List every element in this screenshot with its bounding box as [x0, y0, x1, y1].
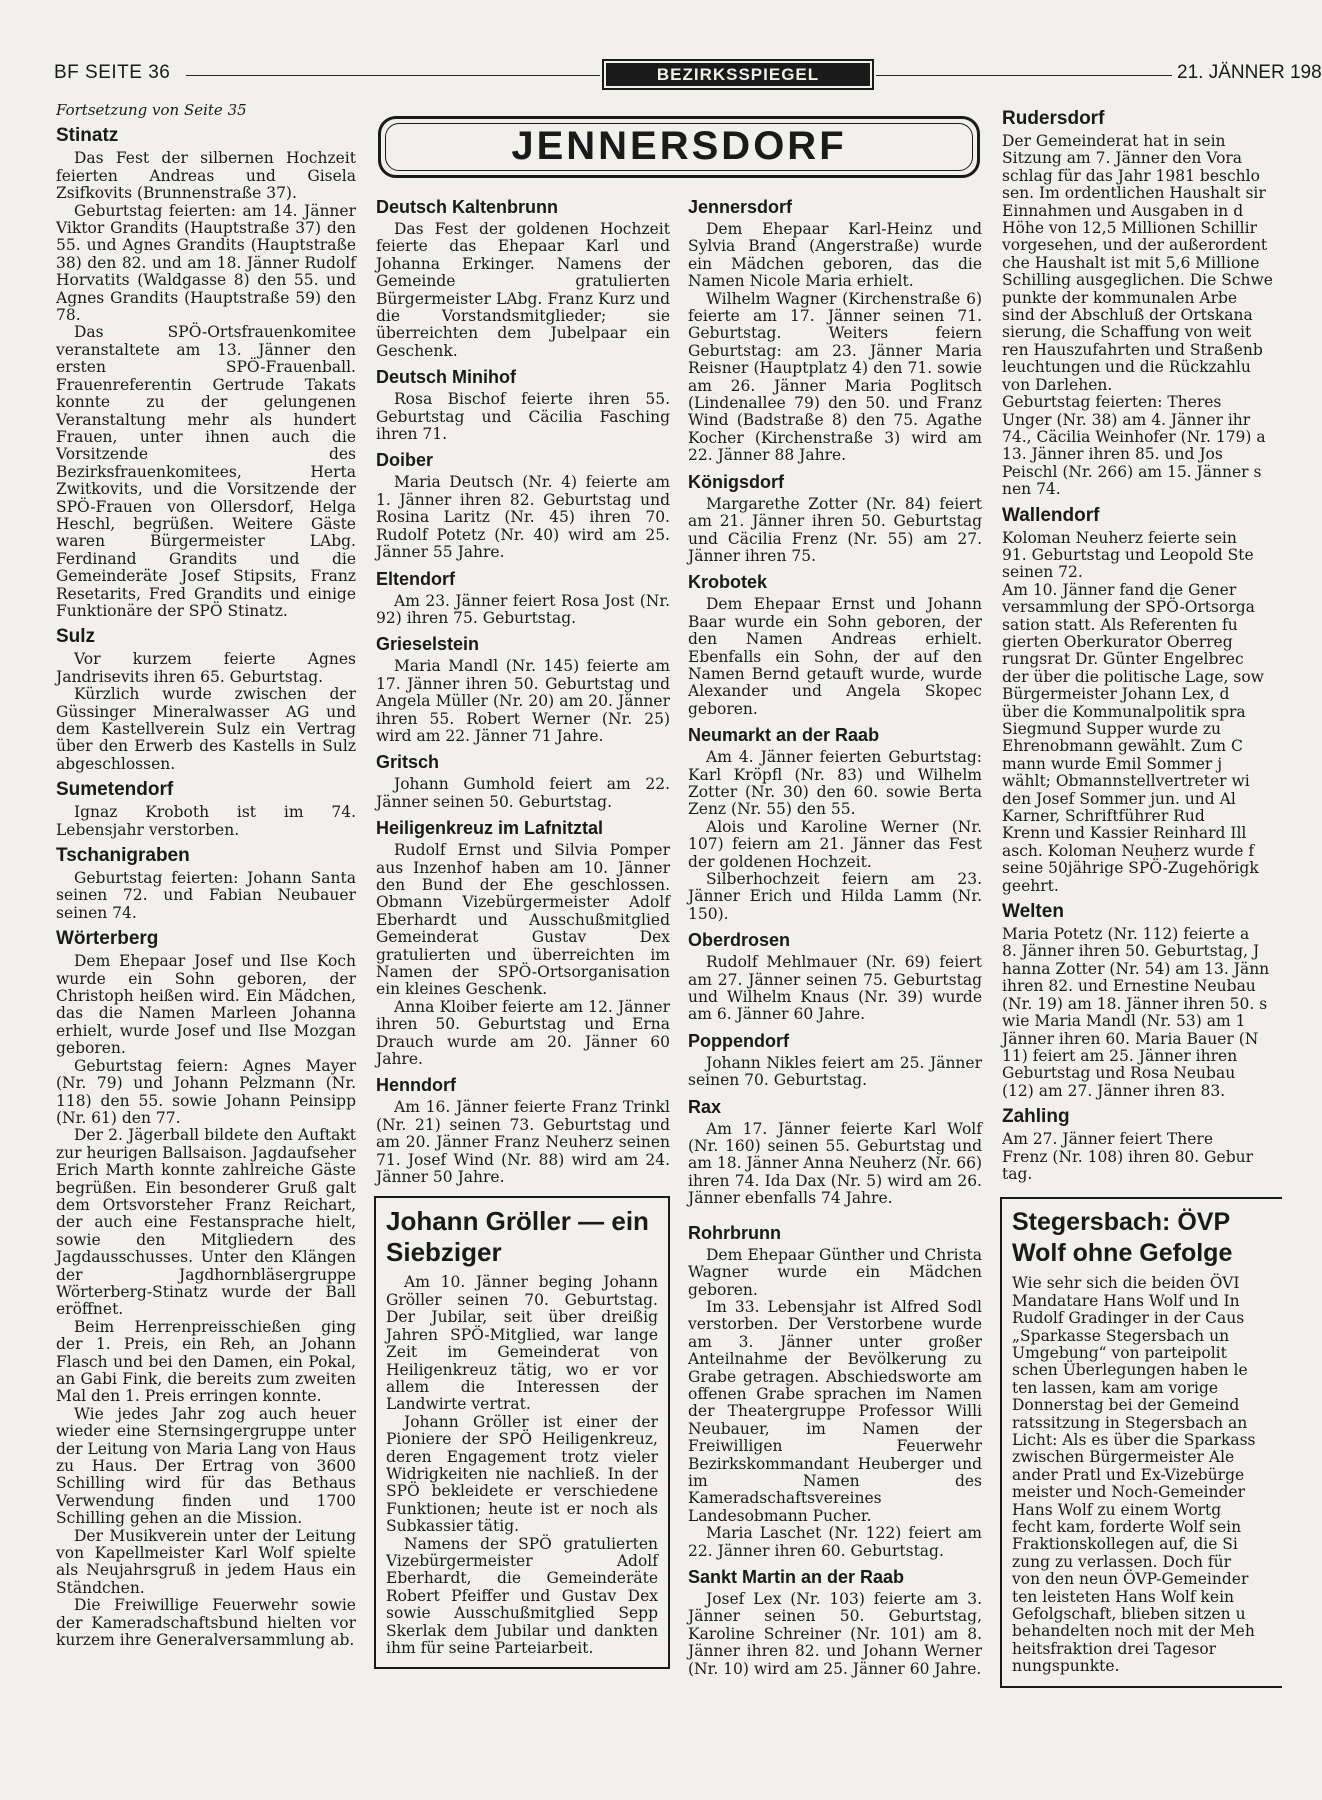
text-line: Sitzung am 7. Jänner den Vora [1002, 149, 1243, 168]
article-heading: Zahling [1002, 1106, 1070, 1128]
boxed-article-title: Johann Gröller — ein Siebziger [386, 1206, 649, 1268]
article-paragraph: Anna Kloiber feierte am 12. Jänner ihren 50. Geburtstag und Erna Drauch wurde am 20. Jänner 60 Jahre. [376, 997, 670, 1069]
text-line: Maria Potetz (Nr. 112) feierte a [1002, 925, 1250, 944]
article-paragraph: Maria Mandl (Nr. 145) feierte am 17. Jänner ihren 50. Geburtstag und Angela Müller (Nr. 20) am 20. Jänner ihren 55. Robert Werner (Nr. 25) wird am 22. Jänner 71 Jahre. [376, 657, 670, 745]
article-paragraph: Der 2. Jägerball bildete den Auftakt zur heurigen Ballsaison. Jagdaufseher Erich Marth konnte zahlreiche Gäste begrüßen. Ein besonderer Gruß galt dem Ortsvorsteher Franz Reichart, der auch eine Festansprache hielt, sowie den Mitgliedern des Jagdausschusses. Unter den Klängen der Jagdhornbläsergruppe Wörterberg-Stinatz wurde der Ball eröffnet. [56, 1126, 356, 1319]
article-paragraph: Johann Gumhold feiert am 22. Jänner seinen 50. Geburtstag. [376, 775, 670, 811]
article-rax [688, 1096, 982, 1208]
article-wallendorf [1002, 505, 1282, 896]
article-paragraph: Alois und Karoline Werner (Nr. 107) feiern am 21. Jänner das Fest der goldenen Hochzeit. [688, 817, 982, 871]
column-4 [1002, 102, 1282, 1692]
article-paragraph: Beim Herrenpreisschießen ging der 1. Preis, ein Reh, an Johann Flasch und bei den Damen, ein Pokal, an Gabi Fink, die bereits zum zweiten Mal den 1. Preis erringen konnte. [56, 1317, 356, 1406]
article-oberdrosen [688, 929, 982, 1024]
district-banner-title: JENNERSDORF [385, 123, 973, 171]
article-heading: Deutsch Minihof [376, 367, 516, 388]
article-paragraph: Maria Deutsch (Nr. 4) feierte am 1. Jänner ihren 82. Geburtstag und Rosina Laritz (Nr. 45) ihren 70. Rudolf Potetz (Nr. 40) wird am 25. Jänner 55 Jahre. [376, 473, 670, 562]
article-heading: Rohrbrunn [688, 1222, 781, 1243]
text-line: Umgebung“ von parteipolit [1012, 1343, 1227, 1362]
text-line: Mandatare Hans Wolf und In [1012, 1291, 1240, 1310]
article-paragraph: Dem Ehepaar Karl-Heinz und Sylvia Brand (Angerstraße) wurde ein Mädchen geboren, das die Namen Nicole Maria erhielt. [688, 220, 982, 291]
article-koenigsdorf [688, 471, 982, 566]
article-lines [1002, 1131, 1282, 1183]
text-line: meister und Noch-Gemeinder [1012, 1483, 1245, 1502]
article-heading: Jennersdorf [688, 197, 793, 217]
article-paragraph: Am 10. Jänner beging Johann Gröller seinen 70. Geburtstag. Der Jubilar, seit über dreißig Jahren SPÖ-Mitglied, war lange Zeit im Gemeinderat von Heiligenkreuz tätig, wo er vor allem die Interessen der Landwirte vertrat. [386, 1273, 658, 1414]
article-sumetendorf [56, 779, 356, 839]
text-line: Jänner ihren 60. Maria Bauer (N [1002, 1029, 1259, 1048]
text-line: der über die politische Lage, sow [1002, 667, 1264, 686]
text-line: behandelten noch mit der Meh [1012, 1622, 1255, 1641]
article-paragraph: Rudolf Ernst und Silvia Pomper aus Inzenhof haben am 10. Jänner den Bund der Ehe geschlossen. Obmann Vizebürgermeister Adolf Eberhardt und Ausschußmitglied Gemeinderat Gustav Dex gratulierten und überreichten im Namen der SPÖ-Ortsorganisation ein kleines Geschenk. [376, 841, 670, 999]
article-heading: Sankt Martin an der Raab [688, 1567, 905, 1587]
article-krobotek [688, 571, 982, 718]
text-line: Geburtstag und Rosa Neubau [1002, 1064, 1236, 1083]
article-paragraph: Johann Nikles feiert am 25. Jänner seinen 70. Geburtstag. [688, 1053, 982, 1090]
text-line: Unger (Nr. 38) am 4. Jänner ihr [1002, 410, 1251, 429]
text-line: Peischl (Nr. 266) am 15. Jänner s [1002, 462, 1262, 481]
text-line: Hans Wolf zu einem Wortg [1012, 1500, 1222, 1519]
text-line: asch. Koloman Neuherz wurde f [1002, 841, 1255, 860]
article-paragraph: Dem Ehepaar Günther und Christa Wagner wurde ein Mädchen geboren. [688, 1245, 982, 1299]
text-line: heitsfraktion drei Tagesor [1012, 1639, 1217, 1658]
article-paragraph: Die Freiwillige Feuerwehr sowie der Kameradschaftsbund hielten vor kurzem ihre Generalversammlung ab. [56, 1596, 356, 1650]
text-line: Am 27. Jänner feiert There [1002, 1130, 1214, 1149]
text-line: nen 74. [1002, 480, 1061, 499]
boxed-article-groeller [374, 1196, 670, 1669]
article-paragraph: Rosa Bischof feierte ihren 55. Geburtstag und Cäcilia Fasching ihren 71. [376, 390, 670, 444]
text-line: che Haushalt ist mit 5,6 Millione [1002, 253, 1260, 272]
article-paragraph: Namens der SPÖ gratulierten Vizebürgermeister Adolf Eberhardt, die Gemeinderäte Robert Pfeiffer und Gustav Dex sowie Ausschußmitglied Sepp Skerlak dem Jubilar und dankten ihm für seine Parteiarbeit. [386, 1534, 658, 1657]
article-paragraph: Wie jedes Jahr zog auch heuer wieder eine Sternsingergruppe unter der Leitung von Maria Lang von Haus zu Haus. Der Ertrag von 3600 Schilling wird für das Bethaus Verwendung finden und 1700 Schilling gehen an die Mission. [56, 1404, 356, 1528]
text-line: Höhe von 12,5 Millionen Schillir [1002, 219, 1257, 238]
section-title-box: BEZIRKSSPIEGEL [602, 59, 874, 90]
text-line: wie Maria Mandl (Nr. 53) am 1 [1002, 1012, 1246, 1031]
article-paragraph: Am 23. Jänner feiert Rosa Jost (Nr. 92) ihren 75. Geburtstag. [376, 591, 670, 627]
text-line: Karner, Schriftführer Rud [1002, 807, 1205, 826]
header-rule-left [186, 75, 600, 76]
article-paragraph: Silberhochzeit feiern am 23. Jänner Erich und Hilda Lamm (Nr. 150). [688, 870, 982, 923]
header-rule-right [876, 75, 1172, 76]
text-line: hanna Zotter (Nr. 54) am 13. Jänn [1002, 959, 1270, 978]
article-paragraph: Das Fest der silbernen Hochzeit feierten Andreas und Gisela Zsifkovits (Brunnenstraße 37). [56, 149, 356, 203]
text-line: sen. Im ordentlichen Haushalt sir [1002, 184, 1266, 203]
article-heading: Rax [688, 1096, 722, 1117]
article-neumarkt [688, 724, 982, 923]
article-paragraph: Maria Laschet (Nr. 122) feiert am 22. Jänner ihren 60. Geburtstag. [688, 1524, 982, 1560]
text-line: ratssitzung in Stegersbach an [1012, 1413, 1248, 1432]
article-sulz [56, 626, 356, 773]
text-line: von Darlehen. [1002, 375, 1113, 394]
text-line: gierten Oberkurator Oberreg [1002, 632, 1233, 651]
article-heading: Poppendorf [688, 1030, 789, 1051]
article-heading: Welten [1002, 901, 1064, 923]
article-lines [1012, 1275, 1282, 1675]
text-line: sind der Abschluß der Ortskana [1002, 306, 1253, 325]
article-heading: Doiber [376, 450, 434, 471]
text-line: Koloman Neuherz feierte sein [1002, 528, 1237, 547]
column-2 [376, 190, 670, 1673]
text-line: fecht kam, forderte Wolf sein [1012, 1518, 1242, 1537]
text-line: mann wurde Emil Sommer j [1002, 754, 1223, 773]
text-line: 74., Cäcilia Weinhofer (Nr. 179) a [1002, 427, 1266, 446]
text-line: von den neun ÖVP-Gemeinder [1012, 1570, 1249, 1589]
text-line: sation statt. Als Referenten fu [1002, 615, 1238, 634]
article-heading: Sumetendorf [56, 779, 174, 801]
text-line: seinen 72. [1002, 563, 1083, 582]
text-line: Einnahmen und Ausgaben in d [1002, 201, 1244, 220]
article-paragraph: Am 16. Jänner feierte Franz Trinkl (Nr. 21) seinen 73. Geburtstag und am 20. Jänner Franz Neuherz seinen 71. Josef Wind (Nr. 88) wird am 24. Jänner 50 Jahre. [376, 1098, 670, 1187]
continuation-note: Fortsetzung von Seite 35 [56, 101, 247, 119]
page-number: BF SEITE 36 [54, 62, 171, 83]
article-heading: Königsdorf [688, 471, 784, 492]
text-line: Fraktionskollegen auf, die Si [1012, 1535, 1238, 1554]
article-paragraph: Der Musikverein unter der Leitung von Kapellmeister Karl Wolf spielte als Neujahrsgruß in jedem Haus ein Ständchen. [56, 1526, 356, 1597]
article-heading: Sulz [56, 626, 96, 648]
article-paragraph: Geburtstag feiern: Agnes Mayer (Nr. 79) und Johann Pelzmann (Nr. 118) den 55. sowie Johann Peinsipp (Nr. 61) den 77. [56, 1056, 356, 1127]
text-line: wählt; Obmannstellvertreter wi [1002, 772, 1250, 791]
text-line: Ehrenobmann gewählt. Zum C [1002, 737, 1243, 756]
text-line: Schilling ausgeglichen. Die Schwe [1002, 271, 1273, 290]
text-line: den Josef Sommer jun. und Al [1002, 789, 1236, 808]
text-line: ten lassen, kam am vorige [1012, 1378, 1219, 1397]
article-heading: Stinatz [56, 125, 119, 147]
article-welten [1002, 901, 1282, 1100]
article-grieselstein [376, 633, 670, 745]
article-jennersdorf [688, 196, 982, 465]
text-line: Geburtstag feierten: Theres [1002, 393, 1222, 412]
text-line: Der Gemeinderat hat in sein [1002, 132, 1226, 150]
article-paragraph: Geburtstag feierten: Johann Santa seinen 72. und Fabian Neubauer seinen 74. [56, 869, 356, 922]
article-paragraph: Kürzlich wurde zwischen der Güssinger Mineralwasser AG und dem Kastellverein Sulz ein Vertrag über den Erwerb des Kastells in Sulz abgeschlossen. [56, 685, 356, 773]
article-rohrbrunn [688, 1222, 982, 1560]
text-line: versammlung der SPÖ-Ortsorga [1002, 598, 1255, 617]
article-heading: Henndorf [376, 1075, 456, 1096]
article-heading: Grieselstein [376, 634, 480, 655]
text-line: sierung, die Schaffung von weit [1002, 323, 1252, 342]
article-paragraph: Wilhelm Wagner (Kirchenstraße 6) feierte am 17. Jänner seinen 71. Geburtstag. Weiters feiern Geburtstag: am 23. Jänner Maria Reisner (Hauptplatz 4) den 71. sowie am 26. Jänner Maria Poglitsch (Lindenallee 79) den 50. und Franz Wind (Badstraße 8) den 75. Agathe Kocher (Kirchenstraße 3) wird am 22. Jänner 88 Jahre. [688, 289, 982, 465]
text-line: Siegmund Supper wurde zu [1002, 720, 1221, 738]
article-heading: Rudersdorf [1002, 108, 1105, 129]
article-paragraph: Ignaz Kroboth ist im 74. Lebensjahr verstorben. [56, 803, 356, 839]
article-paragraph: Johann Gröller ist einer der Pioniere der SPÖ Heiligenkreuz, deren Engagement trotz vieler Widrigkeiten nie nachließ. In der SPÖ bekleidete er verschiedene Funktionen; heute ist er noch als Subkassier tätig. [386, 1412, 658, 1536]
text-line: leuchtungen und die Rückzahlu [1002, 358, 1251, 377]
text-line: zung zu verlassen. Doch für [1012, 1552, 1231, 1571]
text-line: (Nr. 19) am 18. Jänner ihren 50. s [1002, 994, 1268, 1013]
text-line: zwischen Bürgermeister Ale [1012, 1448, 1235, 1467]
text-line: Licht: Als es über die Sparkass [1012, 1431, 1256, 1449]
article-zahling [1002, 1106, 1282, 1183]
article-paragraph: Am 4. Jänner feierten Geburtstag: Karl Kröpfl (Nr. 83) und Wilhelm Zotter (Nr. 30) den 60. sowie Berta Zenz (Nr. 55) den 55. [688, 748, 982, 819]
boxed-article-title-line: Stegersbach: ÖVP [1012, 1208, 1231, 1237]
article-paragraph: Geburtstag feierten: am 14. Jänner Viktor Grandits (Hauptstraße 37) den 55. und Agnes Grandits (Hauptstraße 38) den 82. und am 18. Jänner Rudolf Horvatits (Waldgasse 8) den 55. und Agnes Grandits (Hauptstraße 59) den 78. [56, 201, 356, 325]
article-heading: Heiligenkreuz im Lafnitztal [376, 818, 604, 839]
article-lines [1002, 926, 1282, 1100]
text-line: punkte der kommunalen Arbe [1002, 288, 1238, 307]
article-tschanigraben [56, 845, 356, 922]
article-paragraph: Vor kurzem feierte Agnes Jandrisevits ihren 65. Geburtstag. [56, 650, 356, 686]
text-line: über die Kommunalpolitik spra [1002, 702, 1246, 721]
text-line: Am 10. Jänner fand die Gener [1002, 580, 1237, 599]
text-line: Rudolf Gradinger in der Caus [1012, 1309, 1245, 1328]
article-heading: Gritsch [376, 752, 440, 773]
text-line: Donnerstag bei der Gemeind [1012, 1396, 1240, 1415]
text-line: 8. Jänner ihren 50. Geburtstag, J [1002, 942, 1260, 961]
boxed-article-stegersbach [1000, 1197, 1282, 1687]
article-paragraph: Im 33. Lebensjahr ist Alfred Sodl verstorben. Der Verstorbene wurde am 3. Jänner unter großer Anteilnahme der Bevölkerung zu Grabe getragen. Abschiedsworte am offenen Grabe sprachen im Namen der Theatergruppe Professor Willi Neubauer, im Namen der Freiwilligen Feuerwehr Bezirkskommandant Heuberger und im Namen des Kameradschaftsvereines Landesobmann Pucher. [688, 1297, 982, 1525]
article-paragraph: Rudolf Mehlmauer (Nr. 69) feiert am 27. Jänner seinen 75. Geburtstag und Wilhelm Knaus (Nr. 39) wurde am 6. Jänner 60 Jahre. [688, 953, 982, 1024]
article-poppendorf [688, 1030, 982, 1090]
issue-date: 21. JÄNNER 198 [1177, 62, 1322, 83]
article-heiligenkreuz [376, 817, 670, 1068]
text-line: vorgesehen, und der außerordent [1002, 236, 1268, 255]
article-heading: Wallendorf [1002, 504, 1100, 526]
article-heading: Oberdrosen [688, 930, 791, 951]
article-rudersdorf [1002, 108, 1282, 499]
text-line: ihren 82. und Ernestine Neubau [1002, 977, 1256, 996]
article-paragraph: Das SPÖ-Ortsfrauenkomitee veranstaltete am 13. Jänner den ersten SPÖ-Frauenball. Frauenreferentin Gertrude Takats konnte zu der gelungenen Veranstaltung mehr als hundert Frauen, unter ihnen auch die Vorsitzende des Bezirksfrauenkomitees, Herta Zwitkovits, und die Vorsitzende der SPÖ-Frauen von Ollersdorf, Helga Heschl, begrüßen. Weitere Gäste waren Bürgermeister LAbg. Ferdinand Grandits und die Gemeinderäte Josef Stipsits, Franz Resetarits, Fred Grandits und einige Funktionäre der SPÖ Stinatz. [56, 323, 356, 620]
article-lines [1002, 530, 1282, 896]
text-line: seine 50jährige SPÖ-Zugehörigk [1002, 859, 1259, 878]
text-line: Gefolgschaft, blieben sitzen u [1012, 1605, 1246, 1624]
article-stinatz [56, 125, 356, 620]
text-line: schen Überlegungen haben le [1012, 1361, 1248, 1380]
article-lines [1002, 133, 1282, 499]
text-line: geehrt. [1002, 876, 1059, 895]
boxed-article-title [1012, 1207, 1282, 1269]
text-line: Bürgermeister Johann Lex, d [1002, 685, 1230, 704]
article-henndorf [376, 1074, 670, 1186]
text-line: „Sparkasse Stegersbach un [1012, 1326, 1230, 1345]
text-line: nungspunkte. [1012, 1657, 1120, 1676]
article-paragraph: Josef Lex (Nr. 103) feierte am 3. Jänner seinen 50. Geburtstag, Karoline Schreiner (Nr. 101) am 8. Jänner ihren 82. und Johann Werner (Nr. 10) wird am 25. Jänner 60 Jahre. [688, 1590, 982, 1678]
article-heading: Neumarkt an der Raab [688, 725, 880, 746]
page-header [54, 58, 1322, 88]
article-paragraph: Dem Ehepaar Ernst und Johann Baar wurde ein Sohn geboren, der den Namen Andreas erhielt. Ebenfalls ein Sohn, der auf den Namen Bernd getauft wurde, wurde Alexander und Angela Skopec geboren. [688, 595, 982, 718]
article-heading: Deutsch Kaltenbrunn [376, 197, 559, 217]
article-heading: Eltendorf [376, 568, 455, 589]
article-heading: Wörterberg [56, 928, 159, 950]
text-line: schlag für das Jahr 1981 beschlo [1002, 166, 1260, 185]
boxed-article-title-line: Wolf ohne Gefolge [1012, 1239, 1233, 1268]
text-line: Krenn und Kassier Reinhard Ill [1002, 824, 1247, 843]
text-line: 11) feiert am 25. Jänner ihren [1002, 1046, 1238, 1065]
article-paragraph: Am 17. Jänner feierte Karl Wolf (Nr. 160) seinen 55. Geburtstag und am 18. Jänner Anna Neuherz (Nr. 66) ihren 74. Ida Dax (Nr. 5) wird am 26. Jänner ebenfalls 74 Jahre. [688, 1119, 983, 1208]
article-sankt-martin [688, 1566, 982, 1678]
district-banner [378, 116, 980, 178]
article-heading: Tschanigraben [56, 845, 190, 867]
column-1 [56, 102, 356, 1650]
article-paragraph: Dem Ehepaar Josef und Ilse Koch wurde ein Sohn geboren, der Christoph heißen wird. Ein Mädchen, das die Namen Marleen Johanna erhielt, wurde Josef und Ilse Mozgan geboren. [56, 952, 356, 1058]
text-line: 91. Geburtstag und Leopold Ste [1002, 545, 1254, 564]
text-line: Frenz (Nr. 108) ihren 80. Gebur [1002, 1147, 1254, 1166]
text-line: Wie sehr sich die beiden ÖVI [1012, 1274, 1240, 1293]
article-deutsch-minihof [376, 366, 670, 443]
article-heading: Krobotek [688, 572, 768, 593]
article-woerterberg [56, 928, 356, 1649]
text-line: ren Hauszufahrten und Straßenb [1002, 340, 1263, 359]
article-deutsch-kaltenbrunn [376, 196, 670, 360]
text-line: tag. [1002, 1164, 1033, 1183]
text-line: (12) am 27. Jänner ihren 83. [1002, 1081, 1226, 1100]
column-3 [688, 190, 982, 1678]
text-line: ten leisteten Hans Wolf kein [1012, 1587, 1235, 1606]
article-doiber [376, 449, 670, 561]
article-eltendorf [376, 568, 670, 628]
text-line: 13. Jänner ihren 85. und Jos [1002, 445, 1223, 464]
text-line: rungsrat Dr. Günter Engelbrec [1002, 650, 1244, 669]
article-paragraph: Das Fest der goldenen Hochzeit feierte das Ehepaar Karl und Johanna Erkinger. Namens der Gemeinde gratulierten Bürgermeister LAbg. Franz Kurz und die Vorstandsmitglieder; sie überreichten dem Jubelpaar ein Geschenk. [376, 220, 670, 360]
article-paragraph: Margarethe Zotter (Nr. 84) feiert am 21. Jänner ihren 50. Geburtstag und Cäcilia Frenz (Nr. 55) am 27. Jänner ihren 75. [688, 494, 982, 565]
text-line: ander Pratl und Ex-Vizebürge [1012, 1465, 1245, 1484]
article-gritsch [376, 751, 670, 811]
